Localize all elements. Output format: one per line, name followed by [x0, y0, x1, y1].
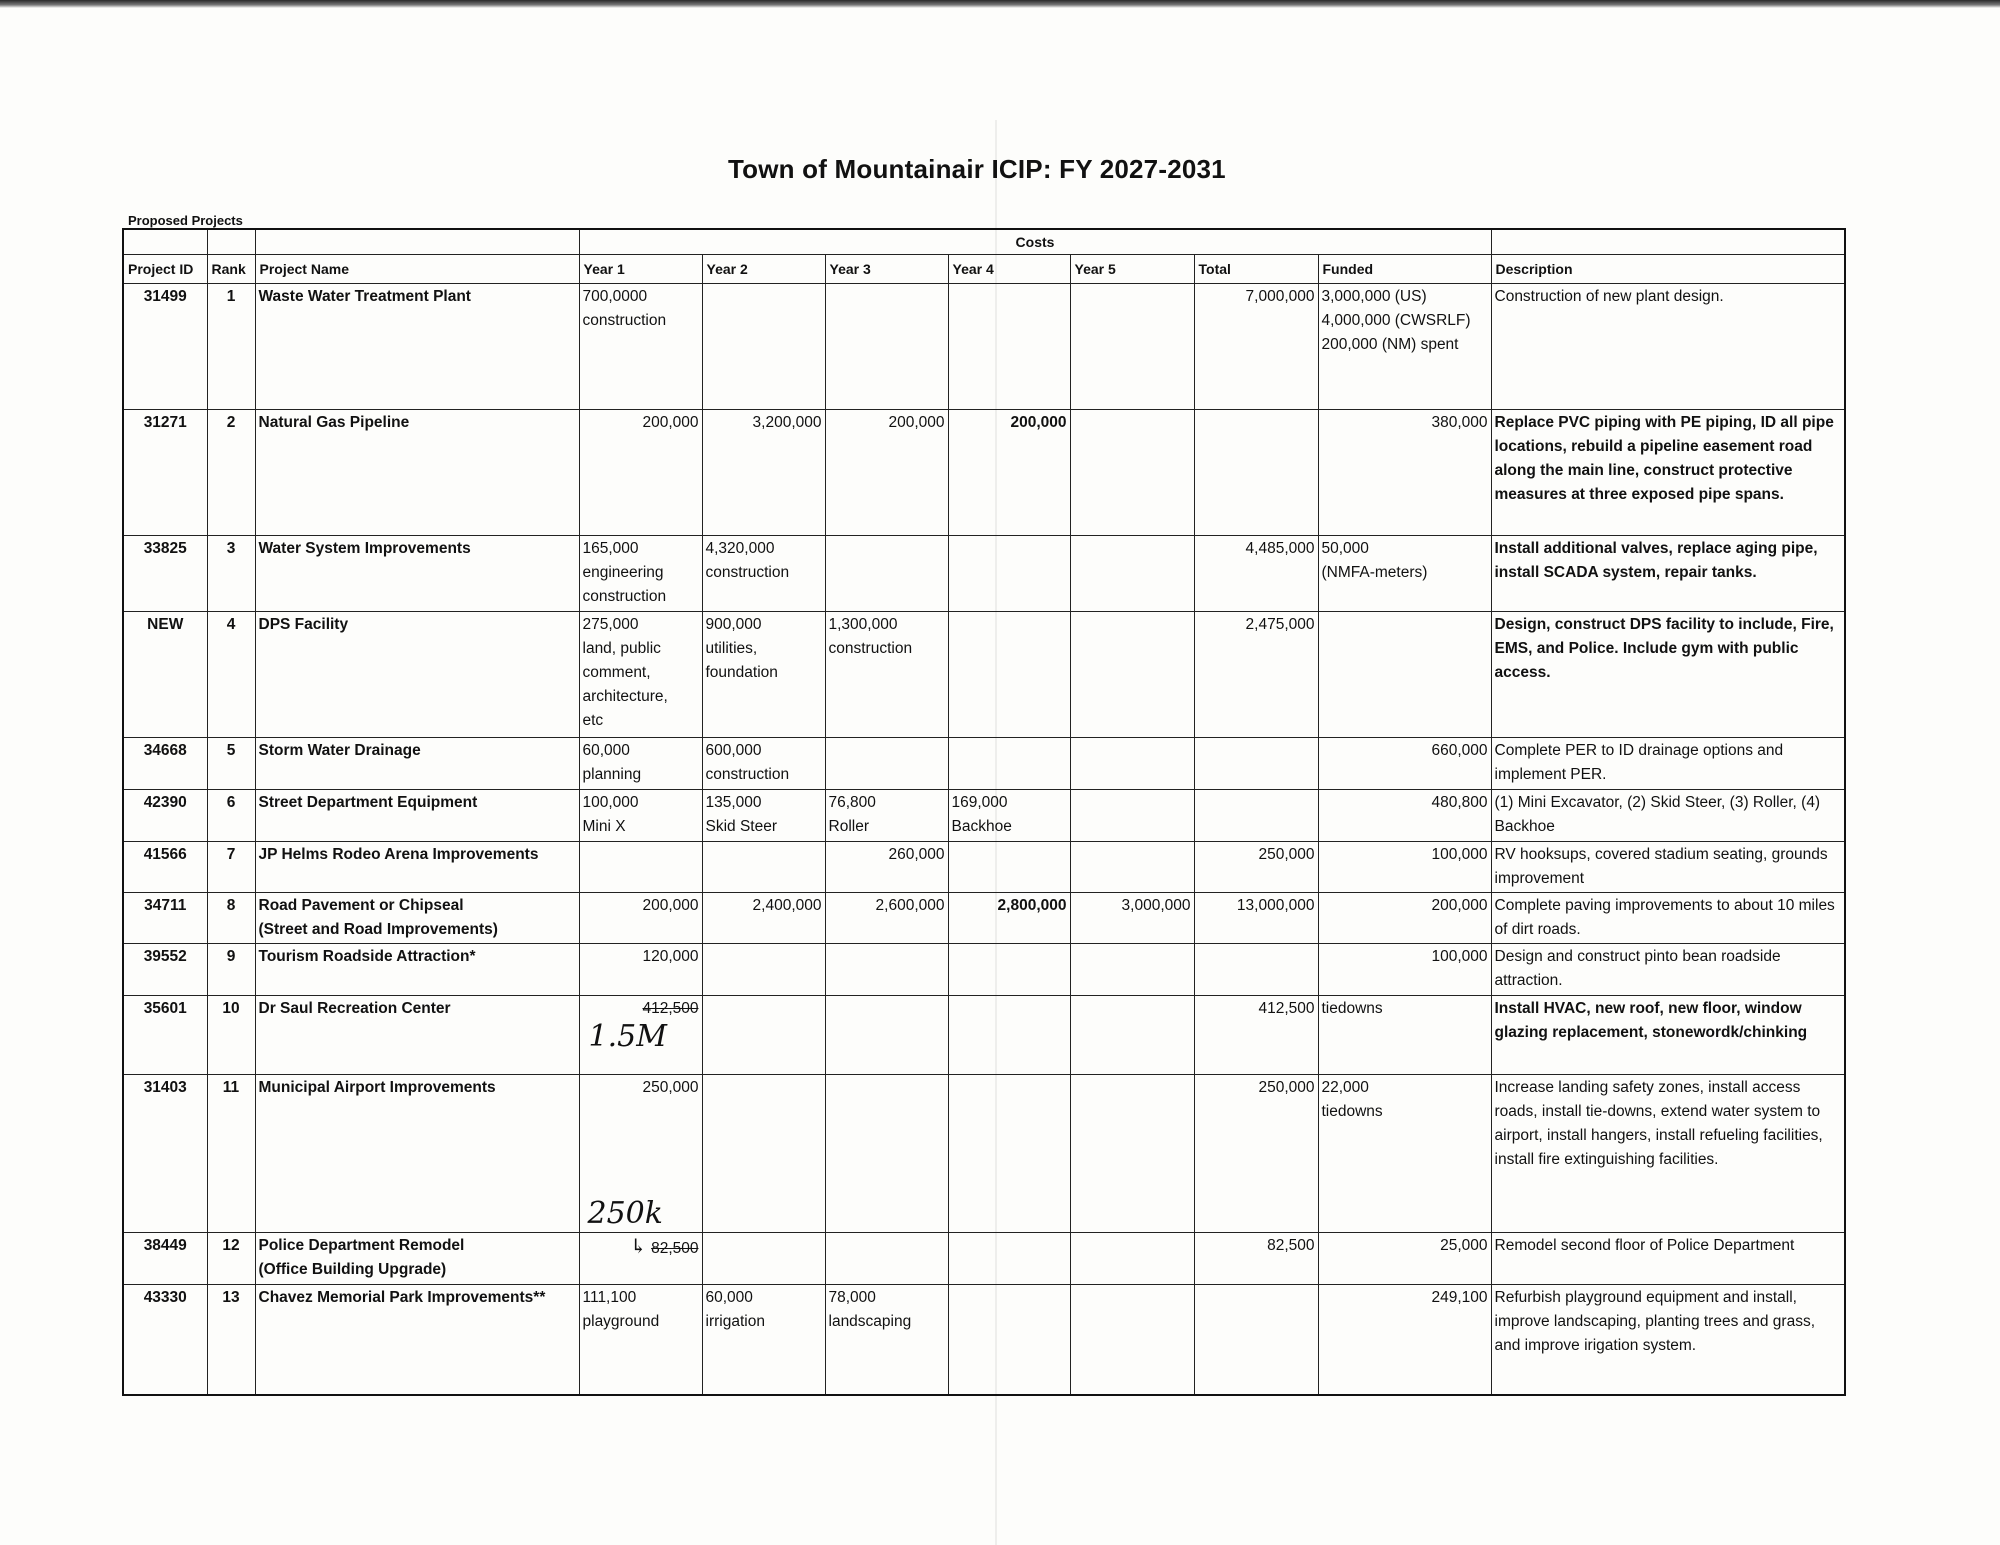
costs-header: Costs [579, 229, 1491, 255]
description: Replace PVC piping with PE piping, ID all pipe locations, rebuild a pipeline easement road along the main line, construct protective measures at three exposed pipe spans. [1491, 410, 1845, 536]
col-year-1: Year 1 [579, 255, 702, 284]
col-funded: Funded [1318, 255, 1491, 284]
table-row [123, 944, 1845, 996]
handwritten-note: 1.5M [588, 1019, 667, 1054]
table-row [123, 790, 1845, 842]
rank: 11 [207, 1075, 255, 1233]
year-2 [702, 944, 825, 996]
year-5 [1070, 536, 1194, 612]
funded: tiedowns [1318, 996, 1491, 1075]
year-5 [1070, 842, 1194, 893]
table-row [123, 536, 1845, 612]
total [1194, 410, 1318, 536]
col-project-name: Project Name [255, 255, 579, 284]
year-4 [948, 738, 1070, 790]
year-1-struck-value: 412,500 [642, 1000, 699, 1017]
description: (1) Mini Excavator, (2) Skid Steer, (3) Roller, (4) Backhoe [1491, 790, 1845, 842]
year-2: 4,320,000 construction [702, 536, 825, 612]
year-4 [948, 842, 1070, 893]
total: 2,475,000 [1194, 612, 1318, 738]
year-4 [948, 1233, 1070, 1285]
project-id: 31499 [123, 284, 207, 410]
col-year-2: Year 2 [702, 255, 825, 284]
project-id: 43330 [123, 1285, 207, 1395]
year-1 [579, 1075, 702, 1233]
project-id: 33825 [123, 536, 207, 612]
year-3 [825, 738, 948, 790]
year-2 [702, 1233, 825, 1285]
year-3 [825, 284, 948, 410]
project-id: 38449 [123, 1233, 207, 1285]
total: 13,000,000 [1194, 893, 1318, 944]
total [1194, 1285, 1318, 1395]
year-4 [948, 1075, 1070, 1233]
description: Complete paving improvements to about 10 miles of dirt roads. [1491, 893, 1845, 944]
year-5 [1070, 996, 1194, 1075]
funded: 100,000 [1318, 944, 1491, 996]
handwritten-arrow: ↳ [630, 1234, 647, 1258]
year-3: 2,600,000 [825, 893, 948, 944]
description: Install additional valves, replace aging pipe, install SCADA system, repair tanks. [1491, 536, 1845, 612]
year-1: 700,0000 construction [579, 284, 702, 410]
rank: 6 [207, 790, 255, 842]
rank: 4 [207, 612, 255, 738]
project-id: 42390 [123, 790, 207, 842]
year-1-struck-value: 82,500 [651, 1240, 699, 1257]
year-4: 169,000 Backhoe [948, 790, 1070, 842]
year-1-value: 250,000 [642, 1079, 699, 1096]
year-3 [825, 996, 948, 1075]
rank: 1 [207, 284, 255, 410]
year-2: 135,000 Skid Steer [702, 790, 825, 842]
year-4 [948, 944, 1070, 996]
funded: 380,000 [1318, 410, 1491, 536]
header-spacer-desc [1491, 229, 1845, 255]
year-1: 120,000 [579, 944, 702, 996]
table-row [123, 1233, 1845, 1285]
funded: 25,000 [1318, 1233, 1491, 1285]
year-1 [579, 996, 702, 1075]
project-id: 35601 [123, 996, 207, 1075]
project-name: Waste Water Treatment Plant [255, 284, 579, 410]
project-name: Natural Gas Pipeline [255, 410, 579, 536]
description: Increase landing safety zones, install access roads, install tie-downs, extend water system to airport, install hangers, install refueling facilities, install fire extinguishing facilities. [1491, 1075, 1845, 1233]
header-spacer-name [255, 229, 579, 255]
year-5 [1070, 1285, 1194, 1395]
year-4 [948, 996, 1070, 1075]
rank: 13 [207, 1285, 255, 1395]
total [1194, 944, 1318, 996]
year-1: 111,100 playground [579, 1285, 702, 1395]
table-row [123, 893, 1845, 944]
table-row [123, 410, 1845, 536]
header-spacer-rank [207, 229, 255, 255]
project-name: Water System Improvements [255, 536, 579, 612]
table-row [123, 1075, 1845, 1233]
year-4 [948, 1285, 1070, 1395]
header-row [123, 255, 1845, 284]
description: Design and construct pinto bean roadside attraction. [1491, 944, 1845, 996]
funded: 100,000 [1318, 842, 1491, 893]
year-5 [1070, 944, 1194, 996]
table-row [123, 612, 1845, 738]
funded [1318, 612, 1491, 738]
table-row [123, 842, 1845, 893]
year-5 [1070, 284, 1194, 410]
project-id: 31271 [123, 410, 207, 536]
project-id: 34711 [123, 893, 207, 944]
rank: 2 [207, 410, 255, 536]
handwritten-note: 250k [587, 1196, 663, 1231]
year-3: 260,000 [825, 842, 948, 893]
year-3: 200,000 [825, 410, 948, 536]
project-id: 41566 [123, 842, 207, 893]
rank: 12 [207, 1233, 255, 1285]
project-id: 39552 [123, 944, 207, 996]
table-row [123, 738, 1845, 790]
year-5 [1070, 410, 1194, 536]
projects-table [122, 228, 1846, 1396]
project-name: DPS Facility [255, 612, 579, 738]
header-row-group [123, 229, 1845, 255]
year-1: 165,000 engineering construction [579, 536, 702, 612]
rank: 3 [207, 536, 255, 612]
total: 412,500 [1194, 996, 1318, 1075]
year-5: 3,000,000 [1070, 893, 1194, 944]
year-2: 2,400,000 [702, 893, 825, 944]
year-2 [702, 842, 825, 893]
description: Install HVAC, new roof, new floor, window glazing replacement, stonewordk/chinking [1491, 996, 1845, 1075]
funded: 480,800 [1318, 790, 1491, 842]
rank: 9 [207, 944, 255, 996]
table-row [123, 996, 1845, 1075]
funded: 249,100 [1318, 1285, 1491, 1395]
year-2: 900,000 utilities, foundation [702, 612, 825, 738]
year-3 [825, 536, 948, 612]
project-name: Municipal Airport Improvements [255, 1075, 579, 1233]
funded: 50,000 (NMFA-meters) [1318, 536, 1491, 612]
total: 82,500 [1194, 1233, 1318, 1285]
section-label: Proposed Projects [128, 213, 243, 228]
year-1 [579, 1233, 702, 1285]
project-name: Dr Saul Recreation Center [255, 996, 579, 1075]
year-5 [1070, 738, 1194, 790]
year-2 [702, 996, 825, 1075]
year-2: 60,000 irrigation [702, 1285, 825, 1395]
year-3: 76,800 Roller [825, 790, 948, 842]
year-1 [579, 842, 702, 893]
year-4: 2,800,000 [948, 893, 1070, 944]
project-id: 34668 [123, 738, 207, 790]
col-year-3: Year 3 [825, 255, 948, 284]
total: 4,485,000 [1194, 536, 1318, 612]
description: Remodel second floor of Police Department [1491, 1233, 1845, 1285]
project-name: Chavez Memorial Park Improvements** [255, 1285, 579, 1395]
year-5 [1070, 790, 1194, 842]
total: 7,000,000 [1194, 284, 1318, 410]
funded: 660,000 [1318, 738, 1491, 790]
year-5 [1070, 1075, 1194, 1233]
funded: 3,000,000 (US) 4,000,000 (CWSRLF) 200,000 (NM) spent [1318, 284, 1491, 410]
year-1: 200,000 [579, 893, 702, 944]
table-row [123, 284, 1845, 410]
rank: 8 [207, 893, 255, 944]
project-name: Storm Water Drainage [255, 738, 579, 790]
year-2 [702, 284, 825, 410]
year-1: 60,000 planning [579, 738, 702, 790]
description: Complete PER to ID drainage options and implement PER. [1491, 738, 1845, 790]
year-4 [948, 612, 1070, 738]
table-row [123, 1285, 1845, 1395]
project-id: 31403 [123, 1075, 207, 1233]
year-5 [1070, 612, 1194, 738]
total: 250,000 [1194, 842, 1318, 893]
total [1194, 790, 1318, 842]
year-3: 78,000 landscaping [825, 1285, 948, 1395]
project-name: Tourism Roadside Attraction* [255, 944, 579, 996]
year-1: 275,000 land, public comment, architecture, etc [579, 612, 702, 738]
page-title: Town of Mountainair ICIP: FY 2027-2031 [728, 154, 1226, 184]
page-top-edge [0, 0, 2000, 8]
year-1: 100,000 Mini X [579, 790, 702, 842]
col-project-id: Project ID [123, 255, 207, 284]
year-3: 1,300,000 construction [825, 612, 948, 738]
project-id: NEW [123, 612, 207, 738]
year-3 [825, 1233, 948, 1285]
project-name: Police Department Remodel (Office Building Upgrade) [255, 1233, 579, 1285]
year-4 [948, 284, 1070, 410]
total [1194, 738, 1318, 790]
rank: 10 [207, 996, 255, 1075]
description: Construction of new plant design. [1491, 284, 1845, 410]
description: Refurbish playground equipment and install, improve landscaping, planting trees and grass, and improve irigation system. [1491, 1285, 1845, 1395]
col-description: Description [1491, 255, 1845, 284]
year-1: 200,000 [579, 410, 702, 536]
col-rank: Rank [207, 255, 255, 284]
year-4 [948, 536, 1070, 612]
col-total: Total [1194, 255, 1318, 284]
year-2: 600,000 construction [702, 738, 825, 790]
col-year-5: Year 5 [1070, 255, 1194, 284]
year-2 [702, 1075, 825, 1233]
year-5 [1070, 1233, 1194, 1285]
project-name: JP Helms Rodeo Arena Improvements [255, 842, 579, 893]
year-2: 3,200,000 [702, 410, 825, 536]
funded: 22,000 tiedowns [1318, 1075, 1491, 1233]
funded: 200,000 [1318, 893, 1491, 944]
col-year-4: Year 4 [948, 255, 1070, 284]
year-3 [825, 1075, 948, 1233]
year-4: 200,000 [948, 410, 1070, 536]
rank: 5 [207, 738, 255, 790]
description: RV hooksups, covered stadium seating, grounds improvement [1491, 842, 1845, 893]
description: Design, construct DPS facility to include, Fire, EMS, and Police. Include gym with public access. [1491, 612, 1845, 738]
total: 250,000 [1194, 1075, 1318, 1233]
year-3 [825, 944, 948, 996]
header-spacer-id [123, 229, 207, 255]
rank: 7 [207, 842, 255, 893]
project-name: Road Pavement or Chipseal (Street and Road Improvements) [255, 893, 579, 944]
project-name: Street Department Equipment [255, 790, 579, 842]
